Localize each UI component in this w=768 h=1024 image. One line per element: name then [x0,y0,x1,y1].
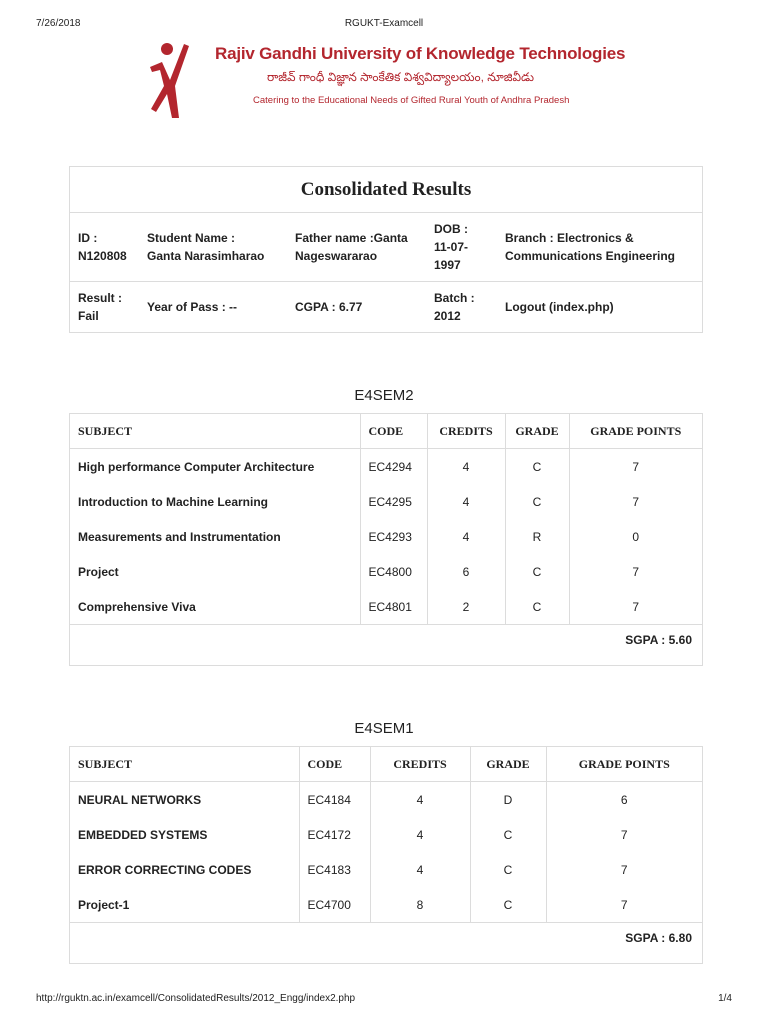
subject-code: EC4293 [360,519,427,554]
result-value: Fail [78,309,99,323]
subject-name: Measurements and Instrumentation [78,529,281,544]
column-header-grade: GRADE [505,414,569,449]
university-tagline: Catering to the Educational Needs of Gifted Rural Youth of Andhra Pradesh [253,95,570,106]
subject-name: High performance Computer Architecture [78,459,315,474]
student-info-table [70,213,702,332]
subject-code: EC4184 [299,782,370,818]
student-info-panel [69,166,703,333]
credits: 4 [370,782,470,818]
subject-code: EC4800 [360,554,427,589]
grades-table [70,747,702,922]
table-row [70,589,702,624]
grades-table [70,414,702,624]
university-header [215,44,625,106]
grade: D [470,782,546,818]
logout-link[interactable]: Logout (index.php) [505,300,614,314]
result-cell [70,282,139,333]
branch-label: Branch : Electronics & [505,231,634,245]
father-name-value: Nageswararao [295,249,378,263]
print-date: 7/26/2018 [36,18,81,29]
subject-name: ERROR CORRECTING CODES [78,862,252,877]
grade-points: 7 [569,484,702,519]
table-row [70,484,702,519]
column-header-credits: CREDITS [370,747,470,782]
dob-label: DOB : [434,222,468,236]
column-header-credits: CREDITS [427,414,505,449]
table-header-row [70,747,702,782]
result-label: Result : [78,291,123,305]
grade: C [505,484,569,519]
credits: 4 [427,519,505,554]
id-cell [70,213,139,282]
column-header-code: CODE [299,747,370,782]
grade: C [505,589,569,624]
grade-points: 6 [546,782,702,818]
grade: C [505,449,569,485]
credits: 4 [427,484,505,519]
batch-cell [426,282,497,333]
university-name-telugu: రాజీవ్ గాంధీ విజ్ఞాన సాంకేతిక విశ్వవిద్యాలయం, నూజివీడు [267,70,535,84]
column-header-grade-points: GRADE POINTS [546,747,702,782]
column-header-subject: SUBJECT [70,747,299,782]
grade-points: 0 [569,519,702,554]
subject-name: NEURAL NETWORKS [78,792,202,807]
university-name: Rajiv Gandhi University of Knowledge Technologies [215,44,626,63]
subject-code: EC4295 [360,484,427,519]
subject-name: Project [78,564,119,579]
grade: C [470,852,546,887]
grade: C [505,554,569,589]
cgpa: CGPA : 6.77 [295,300,363,314]
table-header-row [70,414,702,449]
id-value: N120808 [78,249,127,263]
credits: 4 [370,817,470,852]
semester-title: E4SEM2 [354,387,414,404]
id-label: ID : [78,231,98,245]
dob-value-part1: 11-07- [434,240,469,254]
rgukt-logo-icon [148,40,198,120]
table-row [70,554,702,589]
grade-points: 7 [569,589,702,624]
print-title: RGUKT-Examcell [344,18,424,29]
subject-code: EC4801 [360,589,427,624]
semester-title: E4SEM1 [354,720,414,737]
table-row [70,782,702,818]
grade-points: 7 [546,852,702,887]
subject-code: EC4172 [299,817,370,852]
subject-code: EC4294 [360,449,427,485]
credits: 6 [427,554,505,589]
credits: 4 [370,852,470,887]
semester-table-e4sem1 [69,746,703,964]
credits: 2 [427,589,505,624]
grade-points: 7 [546,887,702,922]
branch-cell [497,213,702,282]
print-url: http://rguktn.ac.in/examcell/ConsolidatedResults/2012_Engg/index2.php [36,993,356,1004]
grade: C [470,887,546,922]
grade: R [505,519,569,554]
credits: 4 [427,449,505,485]
batch-label: Batch : [434,291,475,305]
university-logo [148,40,198,120]
table-row [70,852,702,887]
page-title: Consolidated Results [70,167,702,213]
subject-code: EC4700 [299,887,370,922]
father-name-label: Father name :Ganta [295,231,408,245]
dob-cell [426,213,497,282]
father-name-cell [287,213,426,282]
subject-name: Comprehensive Viva [78,599,196,614]
subject-code: EC4183 [299,852,370,887]
grade-points: 7 [569,554,702,589]
column-header-code: CODE [360,414,427,449]
grade: C [470,817,546,852]
credits: 8 [370,887,470,922]
table-row [70,817,702,852]
subject-name: Introduction to Machine Learning [78,494,268,509]
sgpa-value: SGPA : 6.80 [70,922,702,963]
table-row [70,519,702,554]
dob-value-part2: 1997 [434,258,461,272]
student-name-cell [139,213,287,282]
column-header-grade: GRADE [470,747,546,782]
year-of-pass: Year of Pass : -- [147,300,238,314]
subject-name: EMBEDDED SYSTEMS [78,827,208,842]
grade-points: 7 [569,449,702,485]
student-name-value: Ganta Narasimharao [147,249,265,263]
grade-points: 7 [546,817,702,852]
batch-value: 2012 [434,309,461,323]
student-name-label: Student Name : [147,231,236,245]
print-page-number: 1/4 [718,993,732,1004]
column-header-grade-points: GRADE POINTS [569,414,702,449]
sgpa-value: SGPA : 5.60 [70,624,702,665]
table-row [70,887,702,922]
table-row [70,449,702,485]
subject-name: Project-1 [78,897,130,912]
column-header-subject: SUBJECT [70,414,360,449]
branch-value: Communications Engineering [505,249,676,263]
semester-table-e4sem2 [69,413,703,666]
